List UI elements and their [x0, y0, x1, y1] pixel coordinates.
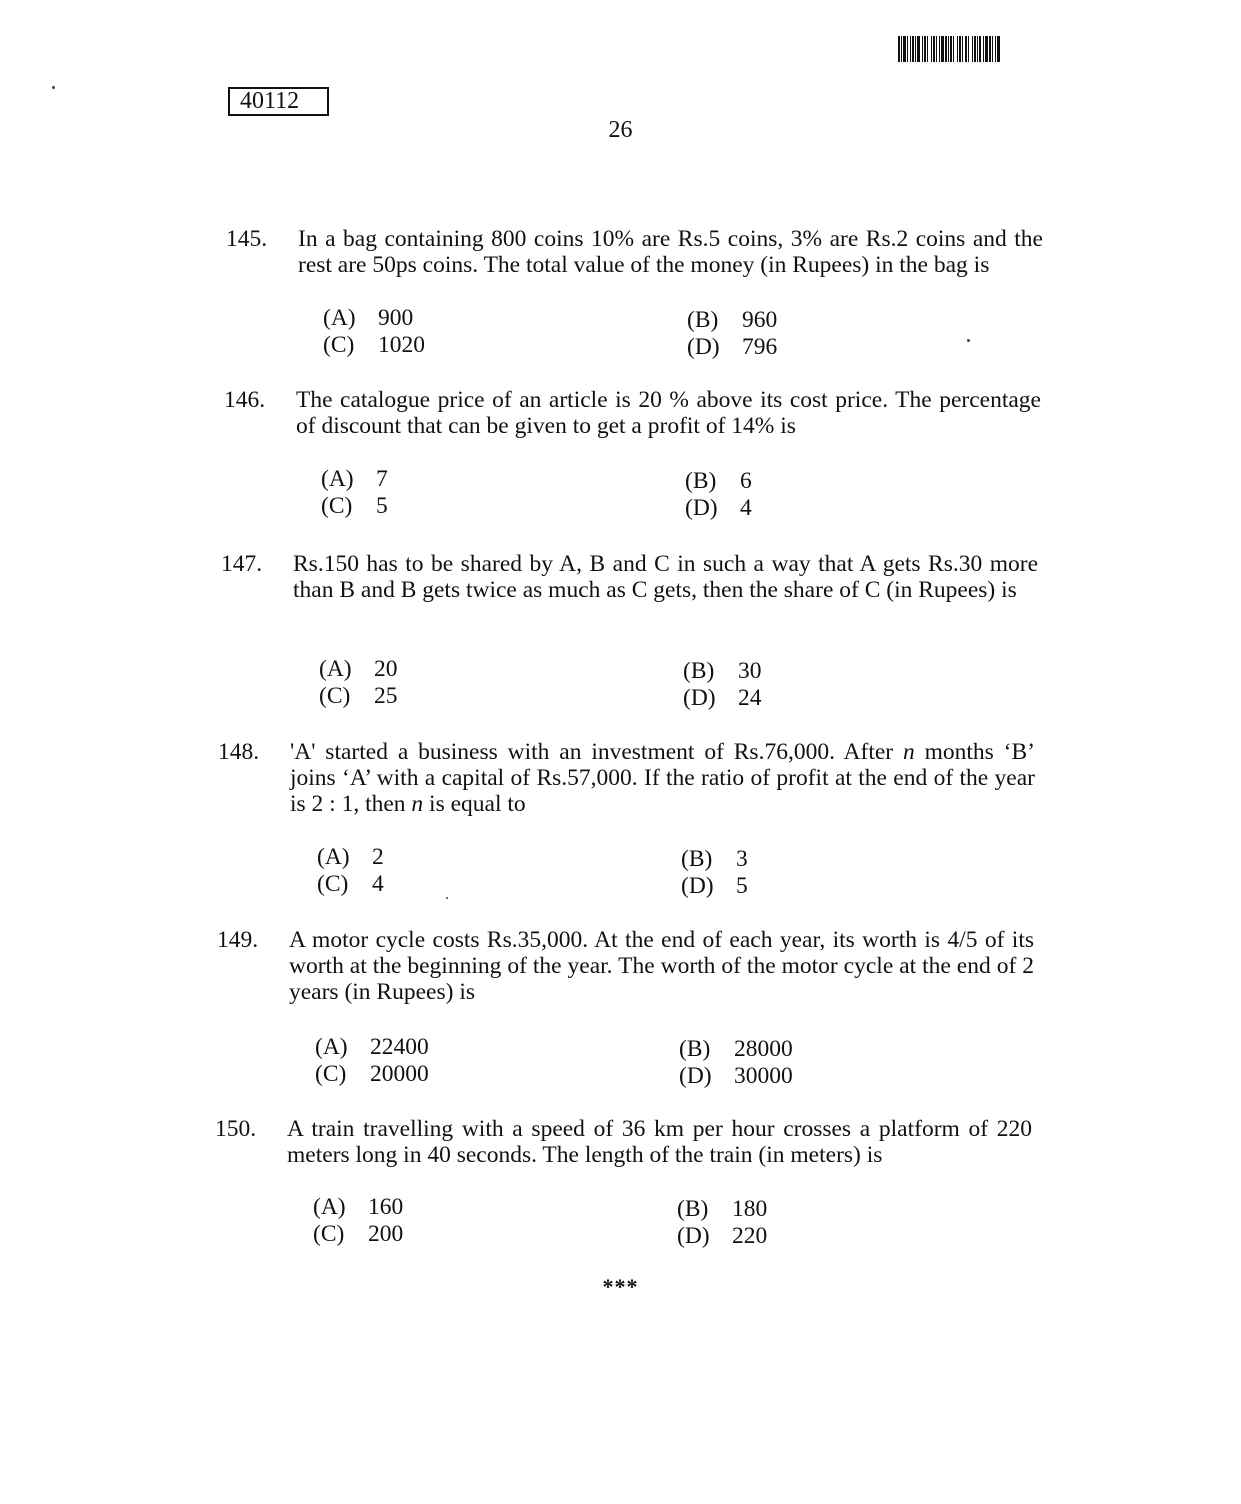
text-part: 'A' started a business with an investment of Rs.76,000. After: [290, 739, 903, 765]
option-b: [687, 307, 777, 334]
option-value: 28000: [734, 1036, 793, 1062]
option-label: (D): [681, 873, 714, 899]
scan-speck: [446, 897, 448, 899]
option-b: [685, 468, 752, 495]
option-d: [681, 873, 748, 900]
text-part: is equal to: [423, 791, 526, 817]
option-a: [323, 305, 413, 332]
option-c: [319, 683, 398, 710]
option-value: 1020: [378, 332, 425, 358]
option-b: [681, 846, 748, 873]
scan-speck: [52, 86, 55, 89]
option-label: (A): [319, 656, 352, 682]
question-number: 149.: [217, 927, 259, 953]
option-value: 160: [368, 1194, 404, 1220]
option-value: 4: [740, 495, 752, 521]
option-label: (C): [319, 683, 351, 709]
option-d: [685, 495, 752, 522]
option-label: (C): [323, 332, 355, 358]
option-value: 3: [736, 846, 748, 872]
option-value: 20000: [370, 1061, 429, 1087]
option-value: 20: [374, 656, 398, 682]
option-label: (B): [677, 1196, 709, 1222]
option-label: (D): [687, 334, 720, 360]
option-value: 5: [736, 873, 748, 899]
option-value: 24: [738, 685, 762, 711]
variable-n: n: [902, 739, 915, 765]
option-value: 960: [742, 307, 778, 333]
option-value: 220: [732, 1223, 768, 1249]
option-label: (D): [683, 685, 716, 711]
option-d: [679, 1063, 793, 1090]
end-mark: ***: [602, 1274, 639, 1299]
option-label: (B): [679, 1036, 711, 1062]
option-value: 900: [378, 305, 414, 331]
question-number: 147.: [221, 551, 263, 577]
option-value: 25: [374, 683, 398, 709]
option-c: [323, 332, 425, 359]
option-a: [315, 1034, 429, 1061]
question-text: A motor cycle costs Rs.35,000. At the end of each year, its worth is 4/5 of its worth at the beginning of the year. The worth of the motor cycle at the end of 2 years (in Rupees) is: [289, 927, 1034, 1005]
option-a: [321, 466, 388, 493]
option-a: [319, 656, 398, 683]
question-text: In a bag containing 800 coins 10% are Rs.5 coins, 3% are Rs.2 coins and the rest are 50ps coins. The total value of the money (in Rupees) in the bag is: [298, 226, 1043, 278]
option-label: (A): [317, 844, 350, 870]
option-label: (B): [683, 658, 715, 684]
question-text: The catalogue price of an article is 20 % above its cost price. The percentage of discount that can be given to get a profit of 14% is: [296, 387, 1041, 439]
option-label: (A): [313, 1194, 346, 1220]
question-number: 148.: [218, 739, 260, 765]
option-label: (B): [685, 468, 717, 494]
barcode: [898, 36, 1056, 62]
question-text: Rs.150 has to be shared by A, B and C in such a way that A gets Rs.30 more than B and B gets twice as much as C gets, then the share of C (in Rupees) is: [293, 551, 1038, 603]
option-value: 2: [372, 844, 384, 870]
option-a: [313, 1194, 403, 1221]
option-label: (A): [323, 305, 356, 331]
text-part: months ‘B’ joins ‘A’ with a capital of Rs.57,000. If the ratio of profit at the end of the year is 2 : 1, then: [290, 739, 1036, 817]
question-number: 146.: [224, 387, 266, 413]
option-c: [313, 1221, 403, 1248]
option-c: [317, 871, 384, 898]
option-value: 4: [372, 871, 384, 897]
option-a: [317, 844, 384, 871]
option-value: 180: [732, 1196, 768, 1222]
option-label: (A): [315, 1034, 348, 1060]
option-value: 5: [376, 493, 388, 519]
option-label: (B): [687, 307, 719, 333]
option-c: [315, 1061, 429, 1088]
question-number: 145.: [226, 226, 268, 252]
option-label: (B): [681, 846, 713, 872]
scan-speck: [967, 339, 970, 342]
option-label: (C): [313, 1221, 345, 1247]
question-text: [290, 739, 1035, 817]
option-b: [677, 1196, 767, 1223]
paper-code-box: 40112: [228, 87, 329, 116]
variable-n: n: [411, 791, 424, 817]
option-value: 22400: [370, 1034, 429, 1060]
option-value: 30000: [734, 1063, 793, 1089]
option-label: (C): [321, 493, 353, 519]
option-d: [677, 1223, 767, 1250]
option-label: (A): [321, 466, 354, 492]
option-label: (D): [679, 1063, 712, 1089]
option-value: 30: [738, 658, 762, 684]
option-c: [321, 493, 388, 520]
option-value: 7: [376, 466, 388, 492]
option-d: [687, 334, 777, 361]
option-value: 200: [368, 1221, 404, 1247]
option-d: [683, 685, 762, 712]
page-number: 26: [608, 117, 633, 143]
option-value: 796: [742, 334, 778, 360]
option-label: (C): [317, 871, 349, 897]
option-b: [683, 658, 762, 685]
option-b: [679, 1036, 793, 1063]
question-number: 150.: [215, 1116, 257, 1142]
option-label: (D): [677, 1223, 710, 1249]
option-label: (C): [315, 1061, 347, 1087]
option-label: (D): [685, 495, 718, 521]
option-value: 6: [740, 468, 752, 494]
question-text: A train travelling with a speed of 36 km per hour crosses a platform of 220 meters long in 40 seconds. The length of the train (in meters) is: [287, 1116, 1032, 1168]
